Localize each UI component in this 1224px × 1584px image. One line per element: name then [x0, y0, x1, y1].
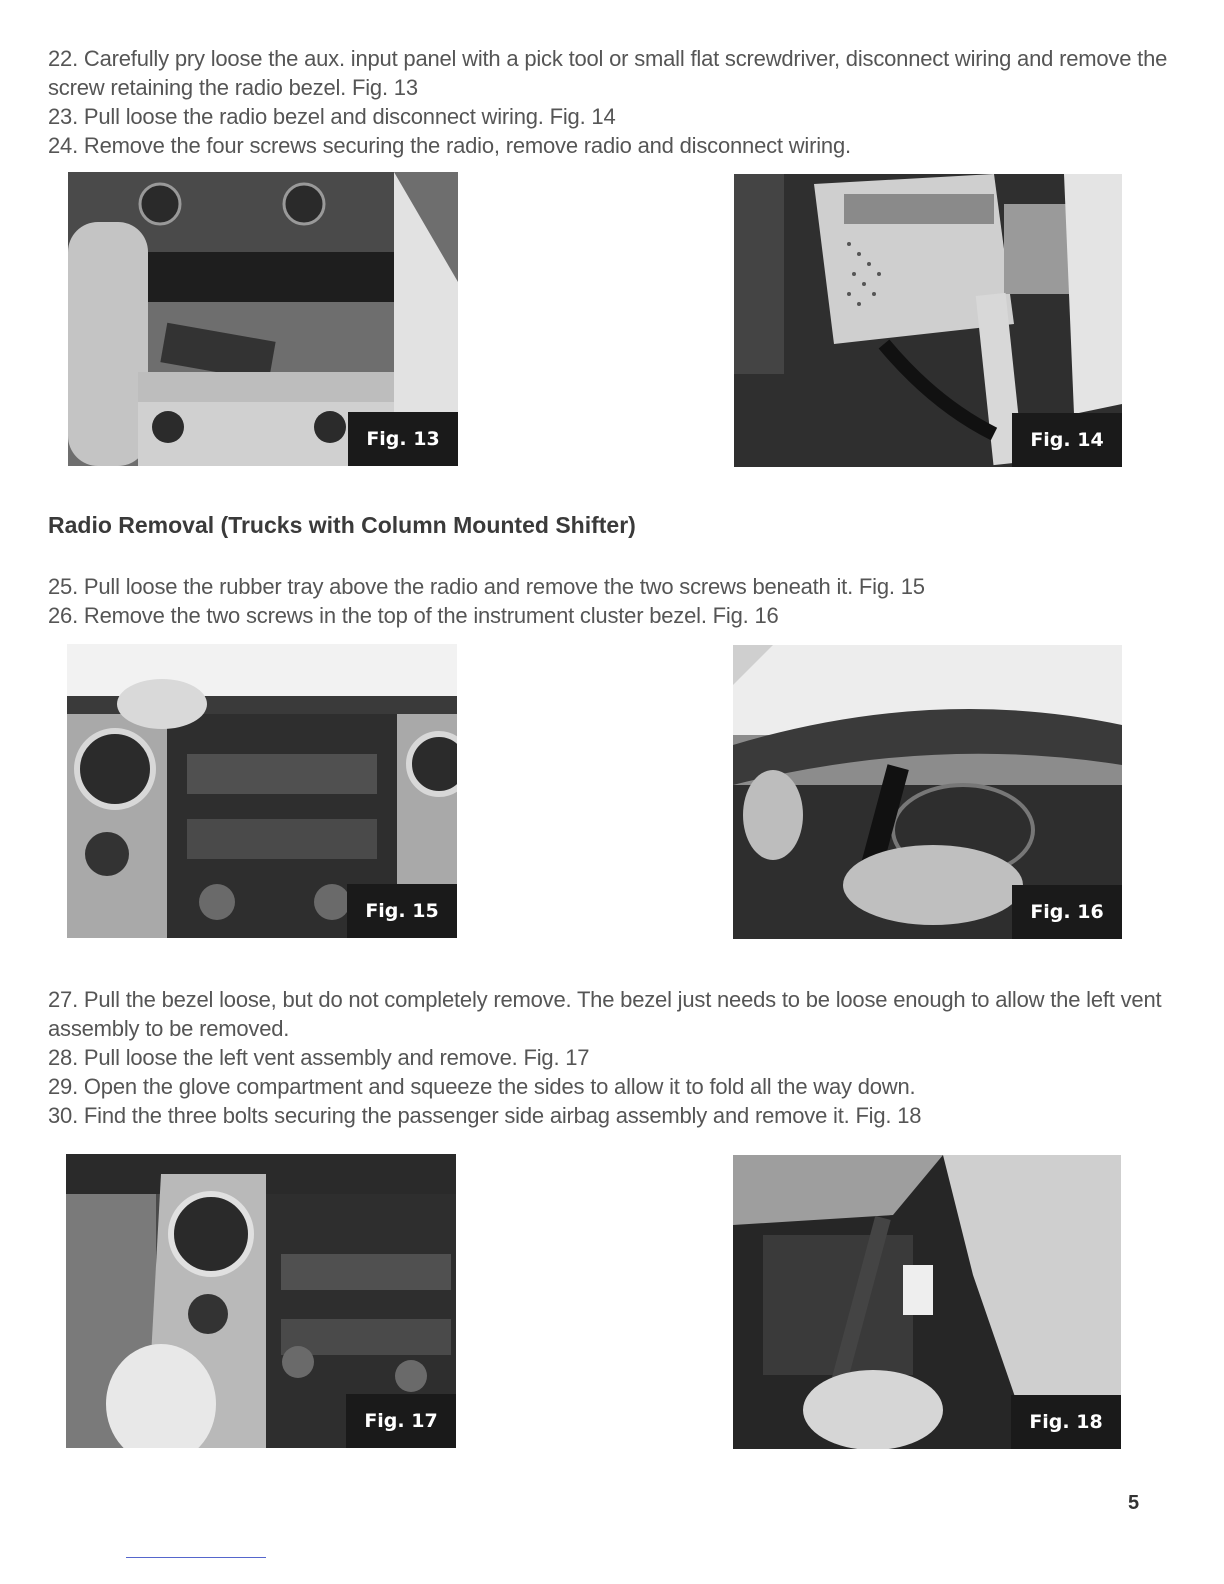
step-22: 22. Carefully pry loose the aux. input panel with a pick tool or small flat screwdriver, disconnect wiring and remove the screw retaining the radio bezel. Fig. 13 — [48, 46, 1168, 100]
page-number: 5 — [1128, 1492, 1140, 1514]
step-23: 23. Pull loose the radio bezel and disconnect wiring. Fig. 14 — [48, 104, 616, 129]
step-30: 30. Find the three bolts securing the passenger side airbag assembly and remove it. Fig. 18 — [48, 1103, 922, 1128]
fig-17-photo — [66, 1154, 456, 1448]
fig-17-label: Fig. 17 — [346, 1394, 456, 1448]
footer-rule — [126, 1557, 266, 1558]
step-27: 27. Pull the bezel loose, but do not completely remove. The bezel just needs to be loose enough to allow the left vent assembly to be removed. — [48, 987, 1162, 1041]
step-25: 25. Pull loose the rubber tray above the radio and remove the two screws beneath it. Fig. 15 — [48, 574, 925, 599]
fig-18-label: Fig. 18 — [1011, 1395, 1121, 1449]
section-heading: Radio Removal (Trucks with Column Mounted Shifter) — [48, 512, 636, 538]
fig-18-photo — [733, 1155, 1121, 1449]
fig-13-photo — [68, 172, 458, 466]
fig-14-photo — [734, 174, 1122, 467]
fig-14-label: Fig. 14 — [1012, 413, 1122, 467]
step-24: 24. Remove the four screws securing the radio, remove radio and disconnect wiring. — [48, 133, 851, 158]
fig-15-photo — [67, 644, 457, 938]
fig-16-photo — [733, 645, 1122, 939]
step-26: 26. Remove the two screws in the top of the instrument cluster bezel. Fig. 16 — [48, 603, 779, 628]
fig-15-label: Fig. 15 — [347, 884, 457, 938]
fig-16-label: Fig. 16 — [1012, 885, 1122, 939]
step-29: 29. Open the glove compartment and squeeze the sides to allow it to fold all the way down. — [48, 1074, 916, 1099]
fig-13-label: Fig. 13 — [348, 412, 458, 466]
step-28: 28. Pull loose the left vent assembly and remove. Fig. 17 — [48, 1045, 590, 1070]
